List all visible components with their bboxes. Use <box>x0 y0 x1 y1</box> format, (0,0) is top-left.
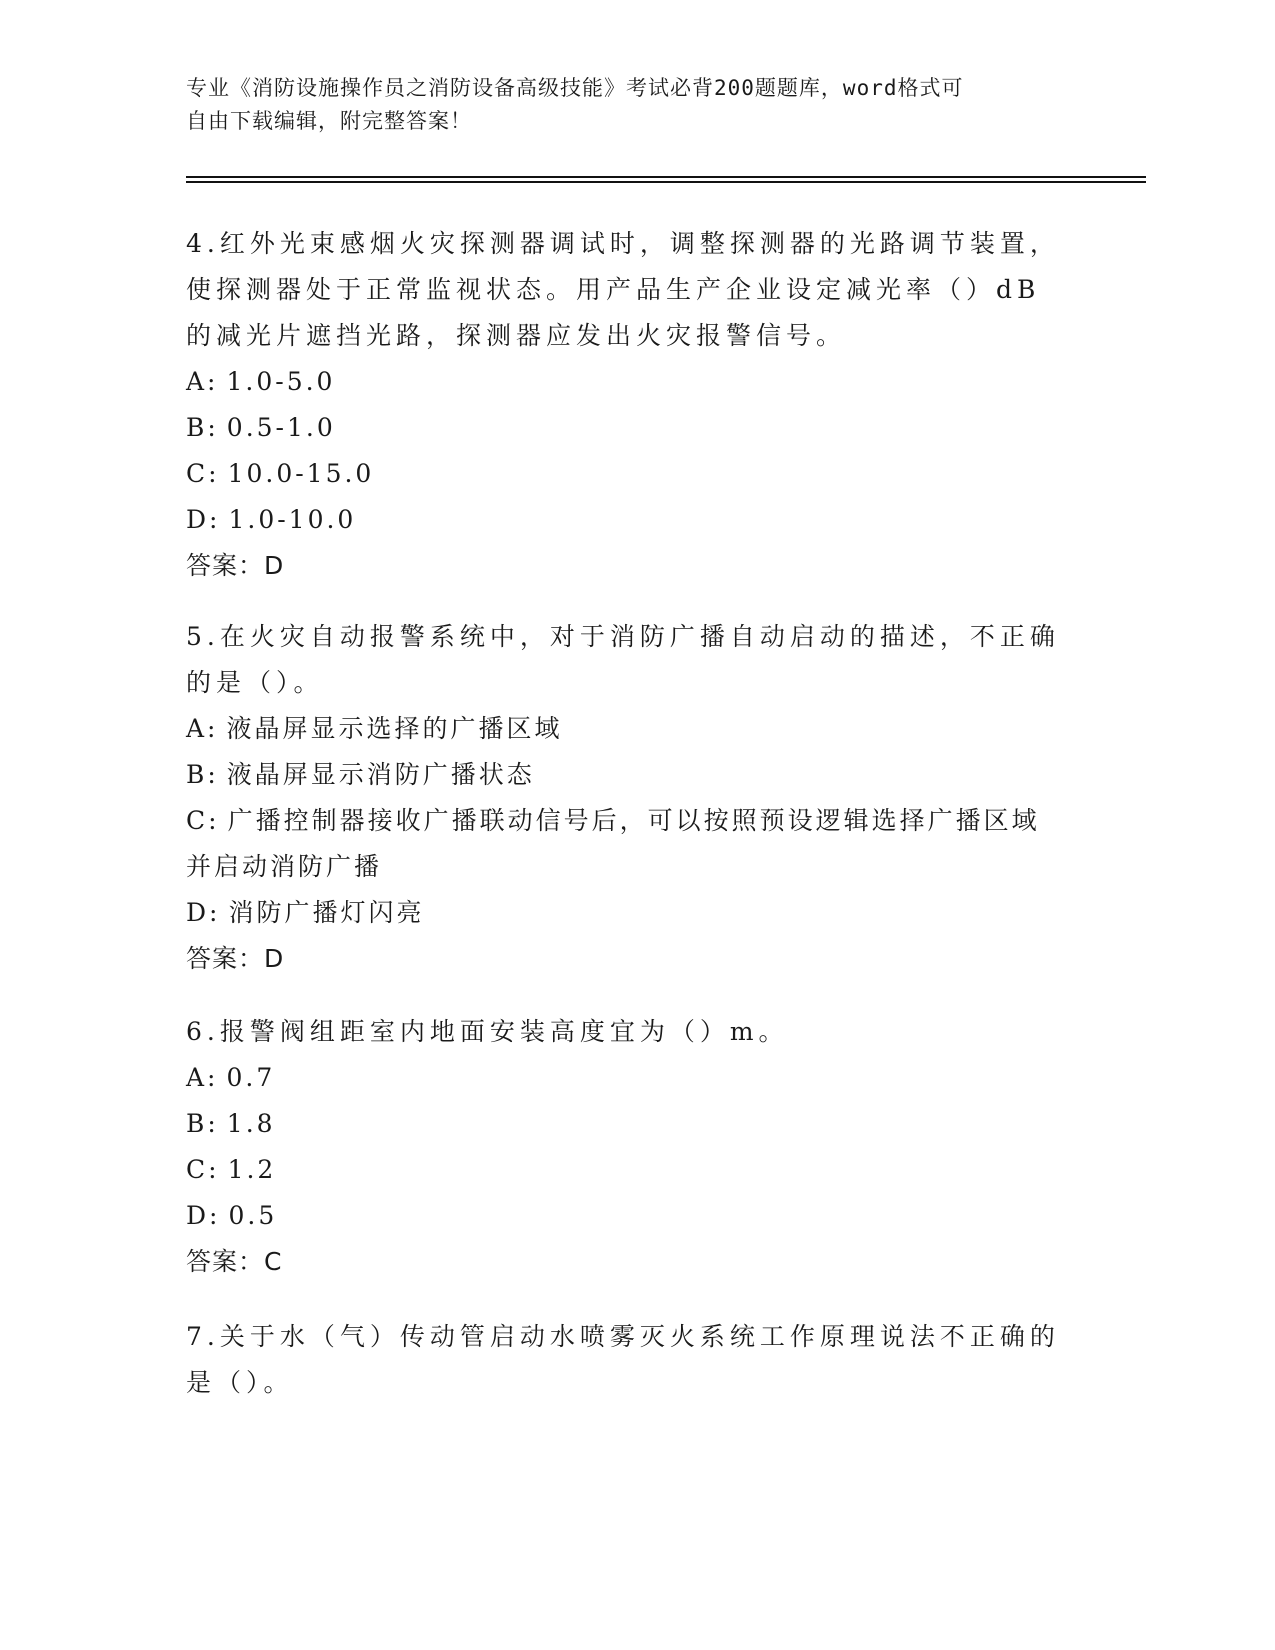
option-key: A: <box>186 367 219 396</box>
option-a <box>186 359 1066 405</box>
option-text: 10.0-15.0 <box>227 459 375 488</box>
option-b <box>186 1101 1066 1147</box>
question-text: 6.报警阀组距室内地面安装高度宜为（）m。 <box>186 1017 789 1046</box>
option-a <box>186 1055 1066 1101</box>
option-text: 1.0-10.0 <box>228 505 357 534</box>
answer-label: 答案：C <box>186 1247 283 1276</box>
document-header <box>186 72 1086 138</box>
option-text: 液晶屏显示消防广播状态 <box>226 760 535 789</box>
option-key: A: <box>186 714 219 743</box>
header-line-1: 专业《消防设施操作员之消防设备高级技能》考试必背200题题库，word格式可 <box>186 76 964 100</box>
answer-label: 答案：D <box>186 944 285 973</box>
option-key: B: <box>186 1109 219 1138</box>
header-line-2: 自由下载编辑，附完整答案！ <box>186 109 472 133</box>
option-c <box>186 451 1066 497</box>
option-key: A: <box>186 1063 219 1092</box>
question-text: 4.红外光束感烟火灾探测器调试时，调整探测器的光路调节装置，使探测器处于正常监视状态。用产品生产企业设定减光率（）dB的减光片遮挡光路，探测器应发出火灾报警信号。 <box>186 229 1060 350</box>
option-c <box>186 798 1066 890</box>
question-7 <box>186 1314 1066 1406</box>
option-text: 消防广播灯闪亮 <box>228 898 425 927</box>
option-d <box>186 890 1066 936</box>
option-text: 广播控制器接收广播联动信号后，可以按照预设逻辑选择广播区域并启动消防广播 <box>186 806 1040 881</box>
option-key: D: <box>186 1201 221 1230</box>
option-key: B: <box>186 413 219 442</box>
header-divider-bottom <box>186 181 1146 183</box>
question-4 <box>186 221 1066 589</box>
option-key: D: <box>186 505 221 534</box>
question-text: 7.关于水（气）传动管启动水喷雾灭火系统工作原理说法不正确的是（）。 <box>186 1322 1060 1397</box>
option-text: 1.0-5.0 <box>226 367 336 396</box>
option-key: C: <box>186 459 220 488</box>
option-b <box>186 752 1066 798</box>
header-divider-top <box>186 176 1146 178</box>
option-text: 液晶屏显示选择的广播区域 <box>226 714 563 743</box>
question-6 <box>186 1009 1066 1285</box>
option-text: 1.2 <box>227 1155 277 1184</box>
option-text: 0.7 <box>226 1063 276 1092</box>
option-a <box>186 706 1066 752</box>
option-d <box>186 1193 1066 1239</box>
option-text: 0.5-1.0 <box>226 413 336 442</box>
option-text: 1.8 <box>226 1109 276 1138</box>
option-b <box>186 405 1066 451</box>
option-key: B: <box>186 760 219 789</box>
option-key: C: <box>186 1155 220 1184</box>
option-d <box>186 497 1066 543</box>
option-c <box>186 1147 1066 1193</box>
option-text: 0.5 <box>228 1201 278 1230</box>
answer-label: 答案：D <box>186 551 285 580</box>
question-text: 5.在火灾自动报警系统中，对于消防广播自动启动的描述，不正确的是（）。 <box>186 622 1060 697</box>
question-5 <box>186 614 1066 982</box>
option-key: C: <box>186 806 220 835</box>
option-key: D: <box>186 898 221 927</box>
